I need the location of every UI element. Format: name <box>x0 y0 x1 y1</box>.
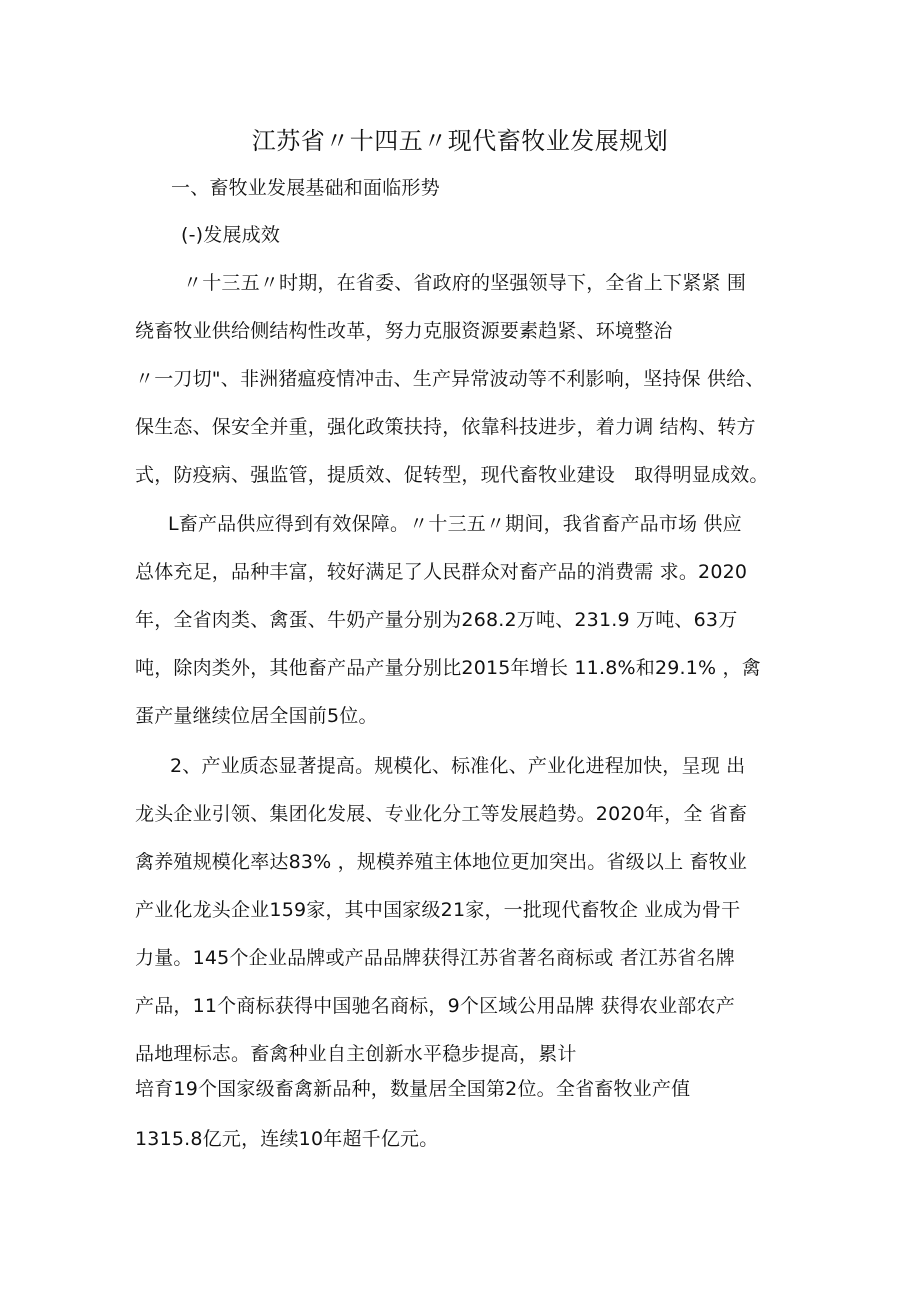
paragraph-line: 力量。145个企业品牌或产品品牌获得江苏省著名商标或 者江苏省名牌 <box>135 947 735 969</box>
paragraph-line: 禽养殖规模化率达83% ，规模养殖主体地位更加突出。省级以上 畜牧业 <box>135 851 748 873</box>
paragraph-line: 龙头企业引领、集团化发展、专业化分工等发展趋势。2020年，全 省畜 <box>135 803 748 825</box>
paragraph-line: 品地理标志。畜禽种业自主创新水平稳步提高，累计 <box>135 1043 577 1065</box>
paragraph-line: 1315.8亿元，连续10年超千亿元。 <box>135 1128 439 1150</box>
paragraph-line: 产业化龙头企业159家，其中国家级21家，一批现代畜牧企 业成为骨干 <box>135 899 741 921</box>
paragraph-line: 总体充足，品种丰富，较好满足了人民群众对畜产品的消费需 求。2020 <box>135 561 748 583</box>
paragraph-line: 产品，11个商标获得中国驰名商标，9个区域公用品牌 获得农业部农产 <box>135 995 735 1017</box>
paragraph-line: 〃一刀切"、非洲猪瘟疫情冲击、生产异常波动等不利影响，坚持保 供给、 <box>135 368 765 390</box>
paragraph-line: 蛋产量继续位居全国前5位。 <box>135 705 378 727</box>
paragraph-line: 年，全省肉类、禽蛋、牛奶产量分别为268.2万吨、231.9 万吨、63万 <box>135 609 738 631</box>
section-heading: 一、畜牧业发展基础和面临形势 <box>171 177 440 199</box>
paragraph-line: 式，防疫病、强监管，提质效、促转型，现代畜牧业建设 取得明显成效。 <box>135 464 769 486</box>
document-title: 江苏省〃十四五〃现代畜牧业发展规划 <box>251 127 669 155</box>
paragraph-line: 保生态、保安全并重，强化政策扶持，依靠科技进步，着力调 结构、转方 <box>135 416 756 438</box>
subsection-heading: (-)发展成效 <box>181 224 281 246</box>
paragraph-line: 绕畜牧业供给侧结构性改革，努力克服资源要素趋紧、环境整治 <box>135 320 673 342</box>
paragraph-line: 〃十三五〃时期，在省委、省政府的坚强领导下，全省上下紧紧 围 <box>183 272 747 294</box>
paragraph-line: 吨，除肉类外，其他畜产品产量分别比2015年增长 11.8%和29.1% ，禽 <box>135 657 761 679</box>
paragraph-line: 2、产业质态显著提高。规模化、标准化、产业化进程加快，呈现 出 <box>170 755 746 777</box>
paragraph-line: 培育19个国家级畜禽新品种，数量居全国第2位。全省畜牧业产值 <box>135 1078 691 1100</box>
paragraph-line: L畜产品供应得到有效保障。〃十三五〃期间，我省畜产品市场 供应 <box>168 513 742 535</box>
